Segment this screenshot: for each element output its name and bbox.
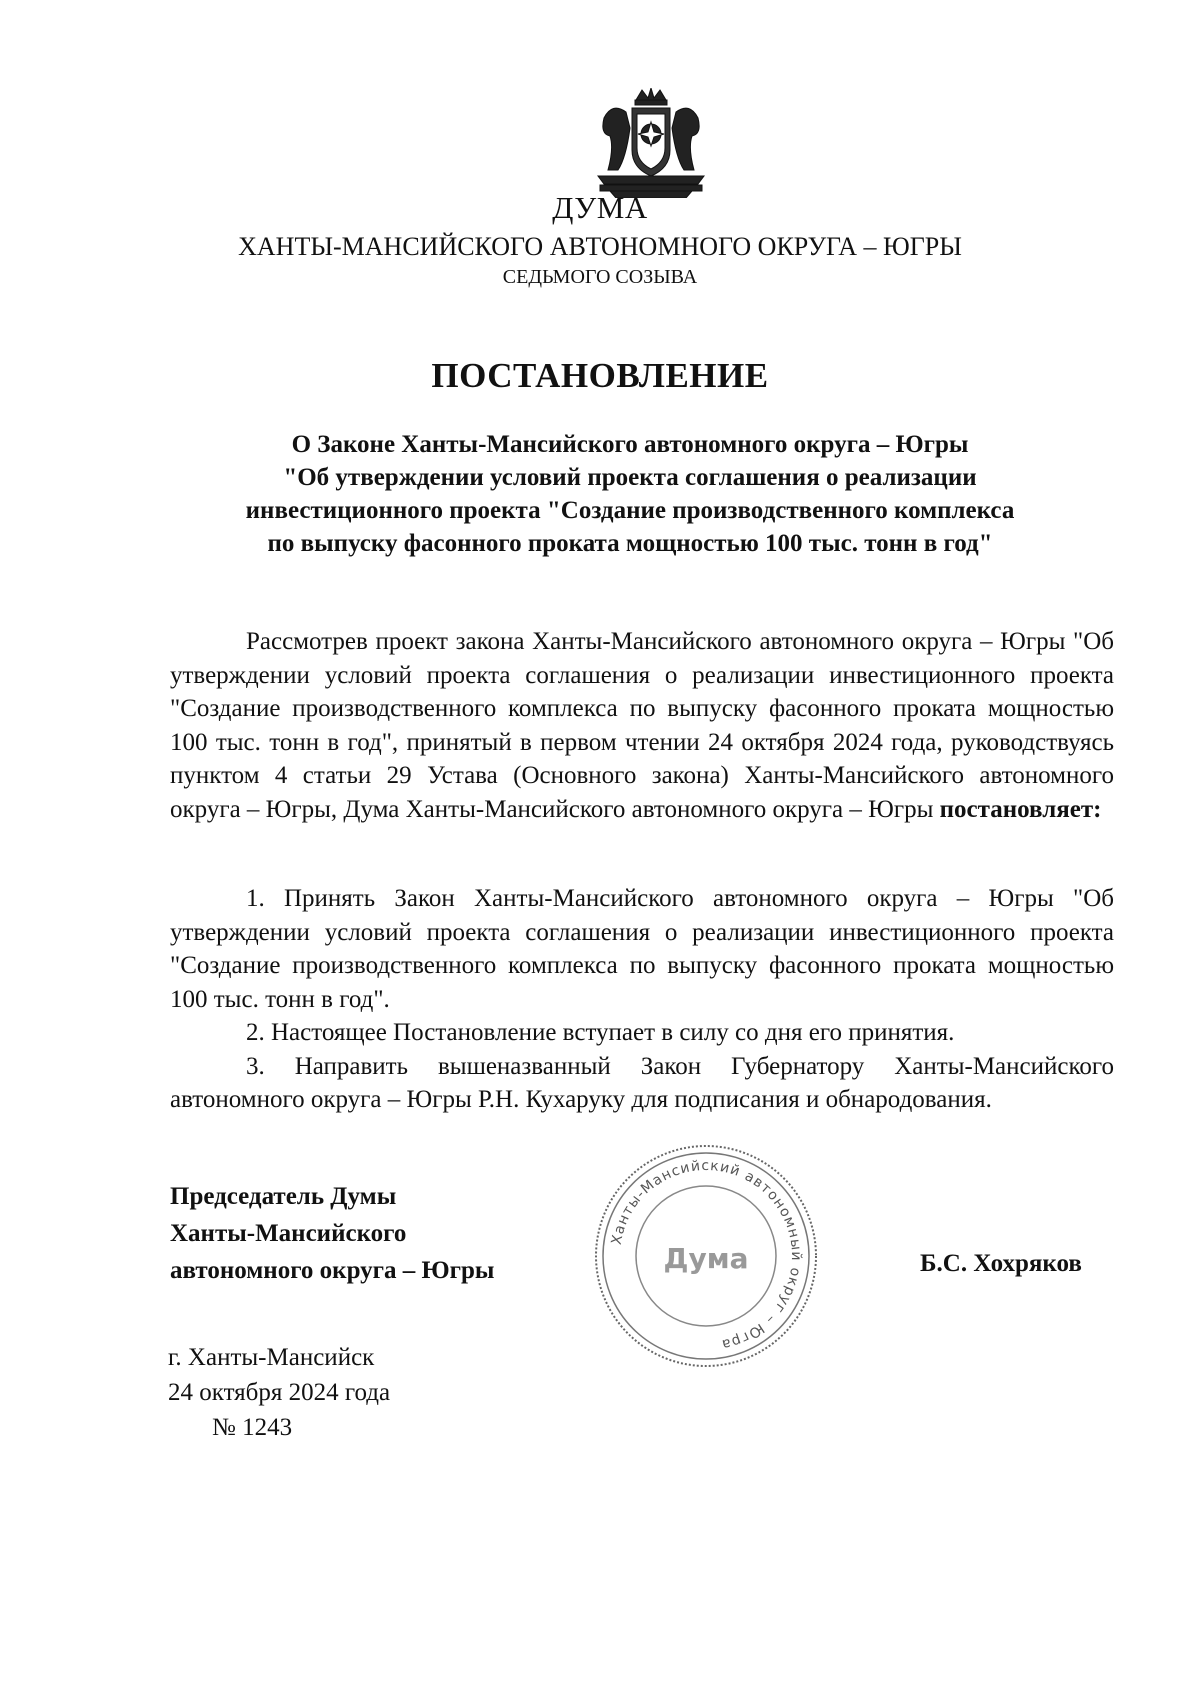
org-title: ДУМА bbox=[552, 190, 648, 225]
coat-of-arms-icon bbox=[590, 88, 712, 198]
preamble bbox=[170, 625, 1114, 826]
signer-title-line: автономного округа – Югры bbox=[170, 1257, 495, 1284]
document-type: ПОСТАНОВЛЕНИЕ bbox=[431, 356, 769, 395]
subject-line: инвестиционного проекта "Создание производственного комплекса bbox=[245, 497, 1015, 524]
preamble-text: Рассмотрев проект закона Ханты-Мансийского автономного округа – Югры "Об утверждении условий проекта соглашения о реализации инвестиционного проекта "Создание производственного комплекса по выпуску фасонного проката мощностью 100 тыс. тонн в год", принятый в первом чтении 24 октября 2024 года, руководствуясь пунктом 4 статьи 29 Устава (Основного закона) Ханты-Мансийского автономного округа – Югры, Дума Ханты-Мансийского автономного округа – Югры bbox=[170, 628, 1114, 823]
resolution-item: 1. Принять Закон Ханты-Мансийского автономного округа – Югры "Об утверждении условий проекта соглашения о реализации инвестиционного проекта "Создание производственного комплекса по выпуску фасонного проката мощностью 100 тыс. тонн в год". bbox=[170, 885, 1114, 1013]
round-seal-icon bbox=[590, 1140, 822, 1372]
place-date-number bbox=[168, 1340, 390, 1445]
resolution-item: 3. Направить вышеназванный Закон Губернатору Ханты-Мансийского автономного округа – Югры Р.Н. Кухаруку для подписания и обнародования. bbox=[170, 1052, 1114, 1113]
signer-name: Б.С. Хохряков bbox=[920, 1250, 1082, 1277]
subject-line: О Законе Ханты-Мансийского автономного округа – Югры bbox=[291, 431, 969, 458]
preamble-resolves: постановляет: bbox=[939, 795, 1102, 823]
seal-ring-text: Ханты-Мансийский автономный округ – Югра bbox=[608, 1157, 805, 1353]
signer-title-line: Председатель Думы bbox=[170, 1183, 397, 1210]
resolution-items bbox=[170, 882, 1114, 1117]
city: г. Ханты-Мансийск bbox=[168, 1344, 375, 1371]
date: 24 октября 2024 года bbox=[168, 1379, 391, 1406]
document-number: № 1243 bbox=[212, 1414, 293, 1441]
subject-line: "Об утверждении условий проекта соглашения о реализации bbox=[283, 464, 977, 491]
seal-center-text: Дума bbox=[663, 1242, 749, 1275]
signer-title-line: Ханты-Мансийского bbox=[170, 1220, 407, 1247]
org-name: ХАНТЫ-МАНСИЙСКОГО АВТОНОМНОГО ОКРУГА – ЮГРЫ bbox=[238, 232, 962, 261]
convocation: СЕДЬМОГО СОЗЫВА bbox=[502, 266, 698, 288]
document-subject bbox=[180, 428, 1080, 560]
signer-title bbox=[170, 1178, 494, 1289]
resolution-item: 2. Настоящее Постановление вступает в силу со дня его принятия. bbox=[246, 1019, 955, 1046]
subject-line: по выпуску фасонного проката мощностью 100 тыс. тонн в год" bbox=[267, 530, 993, 557]
